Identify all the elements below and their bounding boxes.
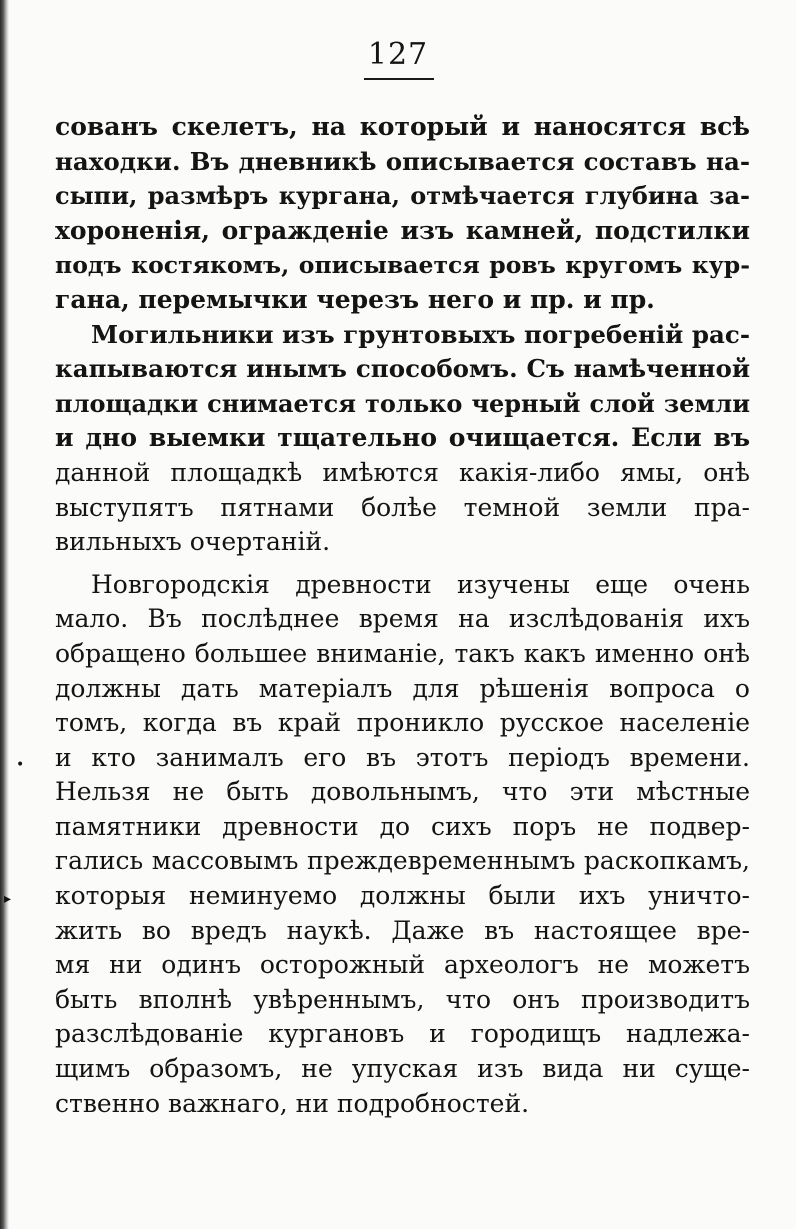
text-line: ственно важнаго, ни подробностей. xyxy=(55,1088,530,1118)
text-line: мало. Въ послѣднее время на изслѣдованія ихъ xyxy=(55,604,750,634)
text-line: сыпи, размѣръ кургана, отмѣчается глубина за- xyxy=(55,181,750,211)
text-line: вильныхъ очертаній. xyxy=(55,527,331,557)
body-text xyxy=(55,110,750,1121)
margin-dot-mark: • xyxy=(16,757,25,773)
text-line: томъ, когда въ край проникло русское населеніе xyxy=(55,708,750,738)
text-line: находки. Въ дневникѣ описывается составъ на- xyxy=(55,146,750,176)
text-line: гана, перемычки черезъ него и пр. и пр. xyxy=(55,284,655,314)
text-line: площадки снимается только черный слой земли xyxy=(55,388,750,418)
text-line: которыя неминуемо должны были ихъ уничто- xyxy=(55,881,750,911)
text-line: сованъ скелетъ, на который и наносятся всѣ xyxy=(55,112,750,141)
text-line: капываются инымъ способомъ. Съ намѣченной xyxy=(55,354,750,384)
text-line: жить во вредъ наукѣ. Даже въ настоящее вре- xyxy=(55,915,750,945)
page-binding-edge xyxy=(0,0,12,1229)
text-line: мя ни одинъ осторожный археологъ не можетъ xyxy=(55,950,750,980)
text-line: данной площадкѣ имѣются какія-либо ямы, онѣ xyxy=(55,457,750,487)
paragraph-continued xyxy=(55,110,750,318)
text-line: Нельзя не быть довольнымъ, что эти мѣстные xyxy=(55,777,750,807)
text-line: быть вполнѣ увѣреннымъ, что онъ производитъ xyxy=(55,984,750,1014)
text-line: разслѣдованіе кургановъ и городищъ надлежа- xyxy=(55,1019,750,1049)
text-line: подъ костякомъ, описывается ровъ кругомъ кур- xyxy=(55,251,750,280)
text-line: Могильники изъ грунтовыхъ погребеній рас- xyxy=(91,319,750,349)
paragraph-novgorod-antiquities xyxy=(55,568,750,1122)
text-line: выступятъ пятнами болѣе темной земли пра- xyxy=(55,492,750,522)
text-line: Новгородскія древности изучены еще очень xyxy=(91,569,750,599)
page-number: 127 xyxy=(367,37,429,72)
text-line: щимъ образомъ, не упуская изъ вида ни суще- xyxy=(55,1054,750,1084)
text-line: должны дать матеріалъ для рѣшенія вопроса о xyxy=(55,673,750,703)
margin-arrow-mark: ▸ xyxy=(4,891,12,907)
page-number-underline xyxy=(364,78,434,80)
text-line: хороненія, огражденіе изъ камней, подстилки xyxy=(55,215,750,245)
text-line: гались массовымъ преждевременнымъ раскопкамъ, xyxy=(55,846,750,876)
text-line: памятники древности до сихъ поръ не подвер- xyxy=(55,811,750,841)
text-line: обращено большее вниманіе, такъ какъ именно онѣ xyxy=(55,638,750,668)
paragraph-burial-grounds xyxy=(55,318,750,560)
text-line: и дно выемки тщательно очищается. Если въ xyxy=(55,423,750,453)
text-line: и кто занималъ его въ этотъ періодъ времени. xyxy=(55,742,750,772)
